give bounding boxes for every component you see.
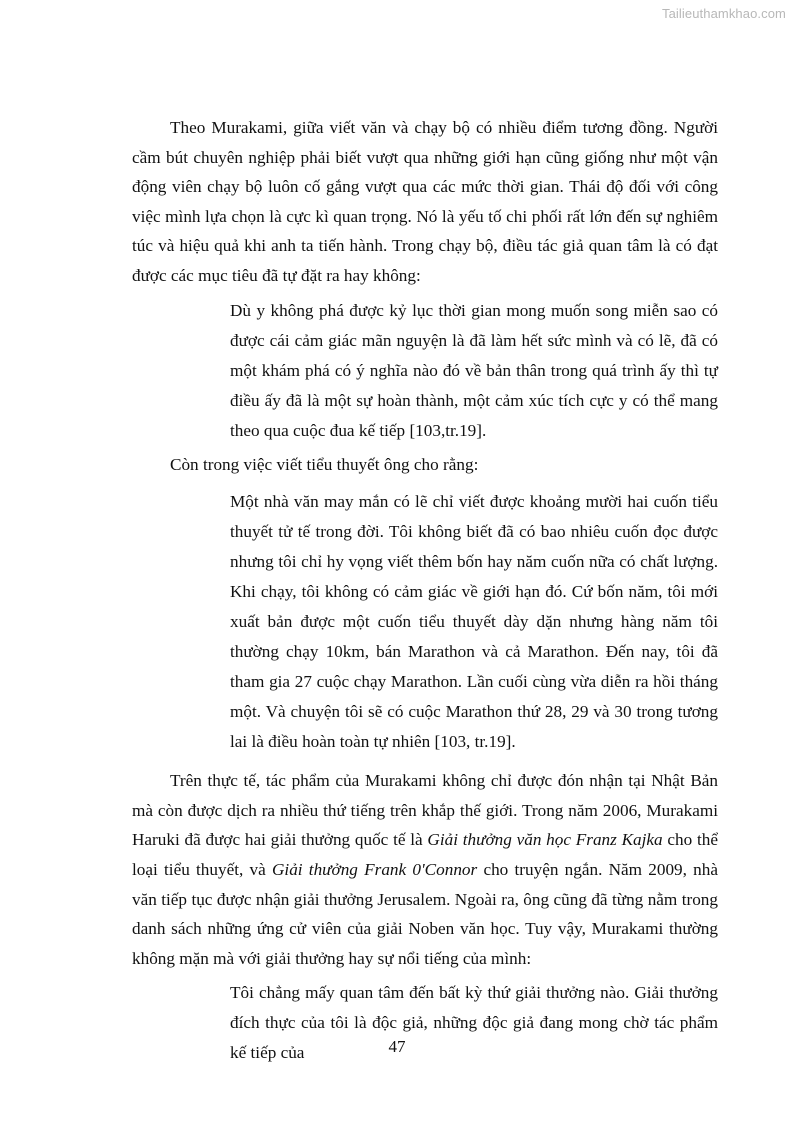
block-quote-novels: Một nhà văn may mắn có lẽ chỉ viết được khoảng mười hai cuốn tiểu thuyết tử tế trong đời. Tôi không biết đã có bao nhiêu cuốn đọc được nhưng tôi chỉ hy vọng viết thêm bốn hay năm cuốn nữa có chất lượng. Khi chạy, tôi không có cảm giác về giới hạn đó. Cứ bốn năm, tôi mới xuất bản được một cuốn tiểu thuyết dày dặn nhưng hàng năm tôi thường chạy 10km, bán Marathon và cả Marathon. Đến nay, tôi đã tham gia 27 cuộc chạy Marathon. Lần cuối cùng vừa diễn ra hồi tháng một. Và chuyện tôi sẽ có cuộc Marathon thứ 28, 29 và 30 trong tương lai là điều hoàn toàn tự nhiên [103, tr.19].: [230, 492, 718, 752]
award-frank-oconnor: Giải thưởng Frank 0'Connor: [272, 859, 478, 879]
awards-text-2: cho thể loại tiểu thuyết, và: [132, 830, 718, 879]
block-quote-running: Dù y không phá được kỷ lục thời gian mong muốn song miễn sao có được cái cảm giác mãn nguyện là đã làm hết sức mình và có lẽ, đã có một khám phá có ý nghĩa nào đó về bản thân trong quá trình ấy thì tự điều ấy đã là một sự hoàn thành, một cảm xúc tích cực y có thể mang theo qua cuộc đua kế tiếp [103,tr.19].: [230, 300, 718, 440]
page-number: 47: [388, 1037, 406, 1056]
paragraph-novel-writing: Còn trong việc viết tiểu thuyết ông cho rằng:: [170, 454, 479, 474]
document-body: [132, 113, 718, 1068]
paragraph-awards: [132, 766, 718, 973]
award-franz-kafka: Giải thưởng văn học Franz Kajka: [427, 830, 663, 850]
watermark: Tailieuthamkhao.com: [661, 6, 786, 21]
awards-text-3: cho truyện ngắn. Năm 2009, nhà văn tiếp tục được nhận giải thưởng Jerusalem. Ngoài ra, ông cũng đã từng nằm trong danh sách những ứng cử viên của giải Noben văn học. Tuy vậy, Murakami thường không mặn mà với giải thưởng hay sự nổi tiếng của mình:: [132, 859, 718, 968]
block-quote-prizes: Tôi chẳng mấy quan tâm đến bất kỳ thứ giải thưởng nào. Giải thưởng đích thực của tôi là độc giả, những độc giả đang mong chờ tác phẩm kế tiếp của: [230, 983, 718, 1063]
awards-text-1: Trên thực tế, tác phẩm của Murakami không chỉ được đón nhận tại Nhật Bản mà còn được dịch ra nhiều thứ tiếng trên khắp thế giới. Trong năm 2006, Murakami Haruki đã được hai giải thưởng quốc tế là: [132, 771, 718, 850]
paragraph-running-writing: Theo Murakami, giữa viết văn và chạy bộ có nhiều điểm tương đồng. Người cầm bút chuyên nghiệp phải biết vượt qua những giới hạn cũng giống như một vận động viên chạy bộ luôn cố gắng vượt qua các mức thời gian. Thái độ đối với công việc mình lựa chọn là cực kì quan trọng. Nó là yếu tố chi phối rất lớn đến sự nghiêm túc và hiệu quả khi anh ta tiến hành. Trong chạy bộ, điều tác giả quan tâm là có đạt được các mục tiêu đã tự đặt ra hay không:: [132, 118, 718, 285]
